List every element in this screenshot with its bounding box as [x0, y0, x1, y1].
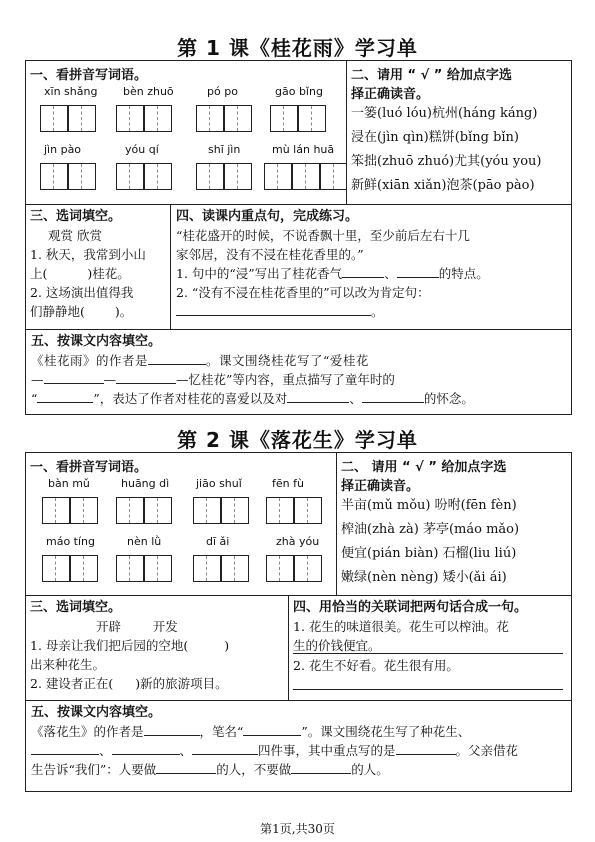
- lesson1-section3: [25, 204, 171, 330]
- section-heading: 四、用恰当的关联词把两句话合成一句。: [293, 600, 528, 615]
- writing-grid[interactable]: [116, 163, 172, 190]
- pinyin-label: shī jìn: [208, 143, 241, 156]
- fill-text: 、: [349, 391, 362, 406]
- pinyin-label: zhà yóu: [276, 535, 320, 548]
- section-heading: 二、请用 “ √ ” 给加点字选: [351, 68, 512, 83]
- writing-grid[interactable]: [116, 555, 172, 582]
- section-heading-cont: 择正确读音。: [341, 479, 420, 494]
- question-text: 。: [371, 304, 384, 319]
- question-text: ): [224, 638, 230, 653]
- answer-blank[interactable]: [243, 723, 301, 736]
- quote-line: “桂花盛开的时候，不说香飘十里，至少前后左右十几: [176, 228, 470, 243]
- writing-grid[interactable]: [116, 497, 172, 524]
- answer-blank[interactable]: [397, 265, 439, 278]
- section-heading: 一、看拼音写词语。: [30, 460, 148, 475]
- lesson1-section1: [25, 60, 347, 205]
- section-heading: 二、 请用 “ √ ” 给加点字选: [341, 460, 507, 475]
- section-heading: 五、按课文内容填空。: [31, 334, 162, 349]
- writing-grid[interactable]: [196, 105, 252, 132]
- answer-blank[interactable]: [287, 390, 349, 403]
- pinyin-label: mù lán huā: [272, 143, 335, 156]
- pronunciation-choice[interactable]: 笨拙(zhuō zhuó)尤其(yóu you): [351, 154, 542, 169]
- section-heading: 五、按课文内容填空。: [31, 705, 162, 720]
- answer-blank[interactable]: [342, 265, 384, 278]
- section-heading: 三、选词填空。: [30, 209, 122, 224]
- answer-blank[interactable]: [396, 742, 456, 755]
- pinyin-label: dī ǎi: [206, 535, 230, 548]
- answer-blank[interactable]: [148, 352, 206, 365]
- fill-text: 的人。: [351, 762, 389, 777]
- lesson1-section4: [170, 204, 572, 330]
- fill-text: 的怀念。: [423, 391, 474, 406]
- fill-text: —: [31, 372, 44, 387]
- lesson2-title: 第 2 课《落花生》学习单: [177, 428, 418, 452]
- question-text: )桂花。: [87, 266, 130, 281]
- question-text: 2. 建设者正在(: [30, 676, 114, 691]
- answer-blank[interactable]: [116, 371, 176, 384]
- writing-grid[interactable]: [266, 555, 322, 582]
- answer-blank[interactable]: [31, 742, 99, 755]
- fill-text: —: [103, 372, 116, 387]
- answer-line[interactable]: [293, 689, 563, 690]
- lesson2-section4: [288, 595, 572, 701]
- answer-blank[interactable]: [176, 303, 371, 316]
- question-text: 生的价钱便宜。: [293, 638, 381, 653]
- pinyin-label: bèn zhuō: [123, 85, 174, 98]
- fill-text: 四件事，其中重点写的是: [258, 743, 396, 758]
- word-choices: 观赏 欣赏: [48, 228, 102, 243]
- section-heading: 一、看拼音写词语。: [30, 68, 148, 83]
- word-choices: 开辟 开发: [96, 619, 178, 634]
- answer-blank[interactable]: [44, 371, 104, 384]
- section-heading: 三、选词填空。: [30, 600, 122, 615]
- question-text: 、: [384, 266, 397, 281]
- fill-text: 。课文围绕桂花写了“爱桂花: [206, 353, 369, 368]
- writing-grid[interactable]: [40, 163, 96, 190]
- question-text: 上(: [30, 266, 48, 281]
- fill-text: ”。课文围绕花生写了种花生、: [301, 724, 471, 739]
- question-line: 2. 这场演出值得我: [30, 285, 134, 300]
- pronunciation-choice[interactable]: 榨油(zhà zà) 茅亭(máo mǎo): [341, 522, 520, 537]
- page-number: 第1页,共30页: [260, 822, 335, 836]
- pronunciation-choice[interactable]: 半亩(mǔ mǒu) 吩咐(fēn fèn): [341, 498, 517, 513]
- section-heading: 四、读课内重点句，完成练习。: [176, 209, 359, 224]
- pronunciation-choice[interactable]: 嫩绿(nèn nèng) 矮小(ǎi ái): [341, 570, 507, 585]
- pinyin-label: fēn fù: [272, 477, 304, 490]
- question-text: 们静静地(: [30, 304, 85, 319]
- fill-text: 生告诉“我们”：人要做: [31, 762, 157, 777]
- fill-text: “: [31, 391, 38, 406]
- answer-blank[interactable]: [291, 761, 351, 774]
- fill-text: ”，表达了作者对桂花的喜爱以及对: [93, 391, 288, 406]
- writing-grid[interactable]: [196, 163, 252, 190]
- question-line: 出来种花生。: [30, 657, 106, 672]
- pronunciation-choice[interactable]: 便宜(pián biàn) 石榴(liu liú): [341, 546, 517, 561]
- writing-grid[interactable]: [42, 555, 98, 582]
- question-line: 1. 秋天，我常到小山: [30, 247, 146, 262]
- answer-blank[interactable]: [156, 761, 216, 774]
- lesson1-section2: [346, 60, 572, 205]
- question-line: 2. “没有不浸在桂花香里的”可以改为肯定句：: [176, 285, 430, 300]
- question-text: )新的旅游项目。: [135, 676, 228, 691]
- pinyin-label: nèn lǜ: [127, 535, 162, 548]
- writing-grid[interactable]: [42, 497, 98, 524]
- pinyin-label: máo tíng: [46, 535, 96, 548]
- lesson1-section5: [25, 329, 572, 415]
- pinyin-label: pó po: [207, 85, 238, 98]
- fill-text: 、: [99, 743, 112, 758]
- pinyin-label: gāo bǐng: [275, 85, 323, 98]
- answer-blank[interactable]: [112, 742, 180, 755]
- pronunciation-choice[interactable]: 新鲜(xiān xiǎn)泡茶(pāo pào): [351, 178, 535, 193]
- fill-text: 《桂花雨》的作者是: [31, 353, 149, 368]
- answer-blank[interactable]: [144, 723, 200, 736]
- writing-grid[interactable]: [193, 555, 249, 582]
- answer-blank[interactable]: [37, 390, 93, 403]
- question-text: 1. 母亲让我们把后园的空地(: [30, 638, 189, 653]
- pinyin-label: xīn shǎng: [44, 85, 98, 98]
- fill-text: 《落花生》的作者是: [31, 724, 144, 739]
- fill-text: 。父亲借花: [455, 743, 519, 758]
- writing-grid[interactable]: [40, 105, 96, 132]
- fill-text: 、: [179, 743, 193, 758]
- lesson1-title: 第 1 课《桂花雨》学习单: [177, 36, 418, 60]
- pinyin-label: jiāo shuǐ: [196, 477, 242, 490]
- question-text: 的特点。: [438, 266, 489, 281]
- lesson2-section2: [336, 452, 572, 596]
- writing-grid[interactable]: [266, 497, 322, 524]
- pronunciation-choice[interactable]: 一篓(luó lóu)杭州(háng káng): [351, 106, 538, 121]
- pronunciation-choice[interactable]: 浸在(jìn qìn)糕饼(bǐng bǐn): [351, 130, 519, 145]
- pinyin-label: yóu qí: [125, 143, 159, 156]
- writing-grid[interactable]: [264, 163, 347, 190]
- writing-grid[interactable]: [116, 105, 172, 132]
- writing-grid[interactable]: [193, 497, 249, 524]
- writing-grid[interactable]: [270, 105, 326, 132]
- pinyin-label: jìn pào: [44, 143, 82, 156]
- section-heading-cont: 择正确读音。: [351, 87, 430, 102]
- pinyin-label: huāng dì: [121, 477, 170, 490]
- fill-text: ，笔名“: [199, 724, 244, 739]
- answer-blank[interactable]: [192, 742, 258, 755]
- answer-blank[interactable]: [362, 390, 424, 403]
- question-line: 2. 花生不好看。花生很有用。: [293, 658, 459, 673]
- question-text: 1. 句中的“浸”写出了桂花香气: [176, 266, 343, 281]
- pinyin-label: bàn mǔ: [48, 477, 90, 490]
- question-line: 1. 花生的味道很美。花生可以榨油。花: [293, 619, 509, 634]
- lesson2-section1: [25, 452, 337, 596]
- quote-line: 家邻居，没有不浸在桂花香里的。”: [176, 247, 364, 262]
- fill-text: —忆桂花”等内容，重点描写了童年时的: [176, 372, 395, 387]
- lesson2-section5: [25, 700, 572, 792]
- lesson2-section3: [25, 595, 289, 701]
- fill-text: 的人，不要做: [216, 762, 292, 777]
- question-text: )。: [114, 304, 133, 319]
